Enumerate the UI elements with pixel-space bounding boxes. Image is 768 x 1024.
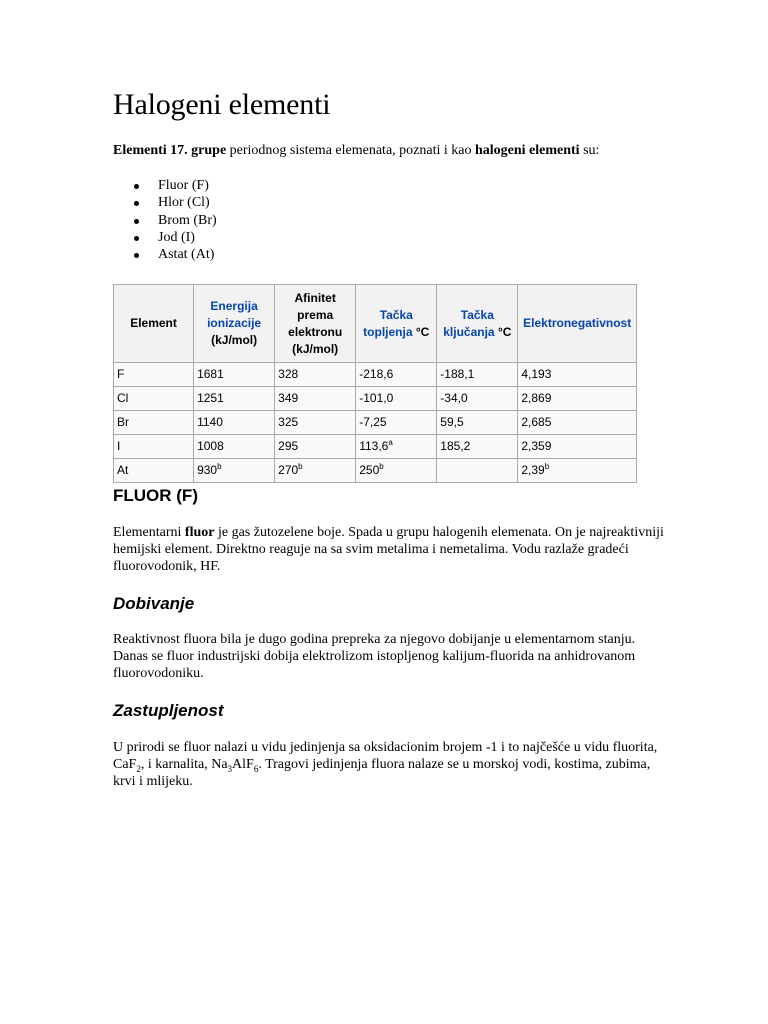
header-electron-affinity: Afinitet prema elektronu (kJ/mol) bbox=[275, 285, 356, 363]
fluor-bold: fluor bbox=[184, 525, 215, 540]
cell-electronegativity: 4,193 bbox=[518, 363, 637, 387]
cell-electronegativity: 2,869 bbox=[518, 387, 637, 411]
cell-element: At bbox=[114, 459, 194, 483]
table-header-row bbox=[114, 285, 637, 363]
cell-element: I bbox=[114, 435, 194, 459]
intro-link-grupe[interactable]: grupe bbox=[191, 143, 227, 158]
cell-element: F bbox=[114, 363, 194, 387]
table-row bbox=[114, 411, 637, 435]
cell-melting: 250$^b$ bbox=[356, 459, 437, 483]
cell-melting: -218,6 bbox=[356, 363, 437, 387]
cell-melting: -101,0 bbox=[356, 387, 437, 411]
table-row bbox=[114, 363, 637, 387]
list-item: Brom (Br) bbox=[113, 212, 217, 229]
cell-melting: 113,6$^a$ bbox=[356, 435, 437, 459]
cell-element: Br bbox=[114, 411, 194, 435]
cell-affinity: 295 bbox=[275, 435, 356, 459]
fluor-paragraph: Elementarni fluor je gas žutozelene boje. Spada u grupu halogenih elemenata. On je najreaktivniji hemijski element. Direktno reaguje na sa svim metalima i nemetalima. Vodu razlaže gradeći fluorovodonik, HF. bbox=[113, 525, 664, 574]
page-title: Halogeni elementi bbox=[113, 88, 331, 121]
intro-text-middle: periodnog sistema elemenata, poznati i kao bbox=[226, 143, 475, 158]
melting-point-link[interactable]: Tačka topljenja bbox=[363, 307, 413, 339]
list-item: Jod (I) bbox=[113, 229, 217, 246]
intro-bold-elementi: Elementi 17. bbox=[113, 143, 188, 158]
intro-bold-halogeni: halogeni elementi bbox=[474, 143, 580, 158]
cell-ionization: 1251 bbox=[194, 387, 275, 411]
dobivanje-heading: Dobivanje bbox=[113, 594, 195, 613]
list-item: Hlor (Cl) bbox=[113, 194, 217, 211]
cell-ionization: 1681 bbox=[194, 363, 275, 387]
cell-ionization: 1140 bbox=[194, 411, 275, 435]
cell-electronegativity: 2,39$^b$ bbox=[518, 459, 637, 483]
table-row bbox=[114, 435, 637, 459]
halogen-elements-list bbox=[113, 177, 217, 263]
cell-boiling bbox=[437, 459, 518, 483]
cell-boiling: 185,2 bbox=[437, 435, 518, 459]
cell-affinity: 349 bbox=[275, 387, 356, 411]
intro-paragraph bbox=[113, 143, 599, 159]
fluor-heading: FLUOR (F) bbox=[113, 486, 198, 505]
cell-affinity: 270$^b$ bbox=[275, 459, 356, 483]
header-electronegativity bbox=[518, 285, 637, 363]
header-ionization-energy: Energija ionizacije (kJ/mol) bbox=[194, 285, 275, 363]
list-item: Fluor (F) bbox=[113, 177, 217, 194]
header-boiling-point: Tačka ključanja °C bbox=[437, 285, 518, 363]
cell-affinity: 328 bbox=[275, 363, 356, 387]
cell-boiling: -34,0 bbox=[437, 387, 518, 411]
cell-boiling: -188,1 bbox=[437, 363, 518, 387]
list-item: Astat (At) bbox=[113, 246, 217, 263]
table-row bbox=[114, 387, 637, 411]
intro-text-end: su: bbox=[579, 143, 600, 158]
ionization-energy-link[interactable]: Energija ionizacije bbox=[207, 299, 262, 330]
zastupljenost-heading: Zastupljenost bbox=[113, 701, 224, 720]
dobivanje-paragraph: Reaktivnost fluora bila je dugo godina prepreka za njegovo dobijanje u elementarnom stanju. Danas se fluor industrijski dobija elektrolizom istopljenog kalijum-fluorida na anhidrovanom fluorovodoniku. bbox=[113, 632, 636, 681]
cell-ionization: 1008 bbox=[194, 435, 275, 459]
header-melting-point: Tačka topljenja °C bbox=[356, 285, 437, 363]
header-element: Element bbox=[114, 285, 194, 363]
cell-melting: -7,25 bbox=[356, 411, 437, 435]
cell-ionization: 930$^b$ bbox=[194, 459, 275, 483]
cell-boiling: 59,5 bbox=[437, 411, 518, 435]
electronegativity-link[interactable]: Elektronegativnost bbox=[523, 316, 632, 330]
cell-electronegativity: 2,685 bbox=[518, 411, 637, 435]
cell-affinity: 325 bbox=[275, 411, 356, 435]
cell-electronegativity: 2,359 bbox=[518, 435, 637, 459]
zastupljenost-paragraph: U prirodi se fluor nalazi u vidu jedinjenja sa oksidacionim brojem -1 i to najčešće u vidu fluorita, CaF$_2$, i karnalita, $Na_3AlF_6$. Tragovi jedinjenja fluora nalaze se u morskoj vodi, kostima, zubima, krvi i mlijeku. bbox=[113, 740, 658, 789]
table-row bbox=[114, 459, 637, 483]
cell-element: Cl bbox=[114, 387, 194, 411]
halogen-properties-table bbox=[113, 284, 637, 483]
boiling-point-link[interactable]: Tačka ključanja bbox=[443, 307, 495, 339]
